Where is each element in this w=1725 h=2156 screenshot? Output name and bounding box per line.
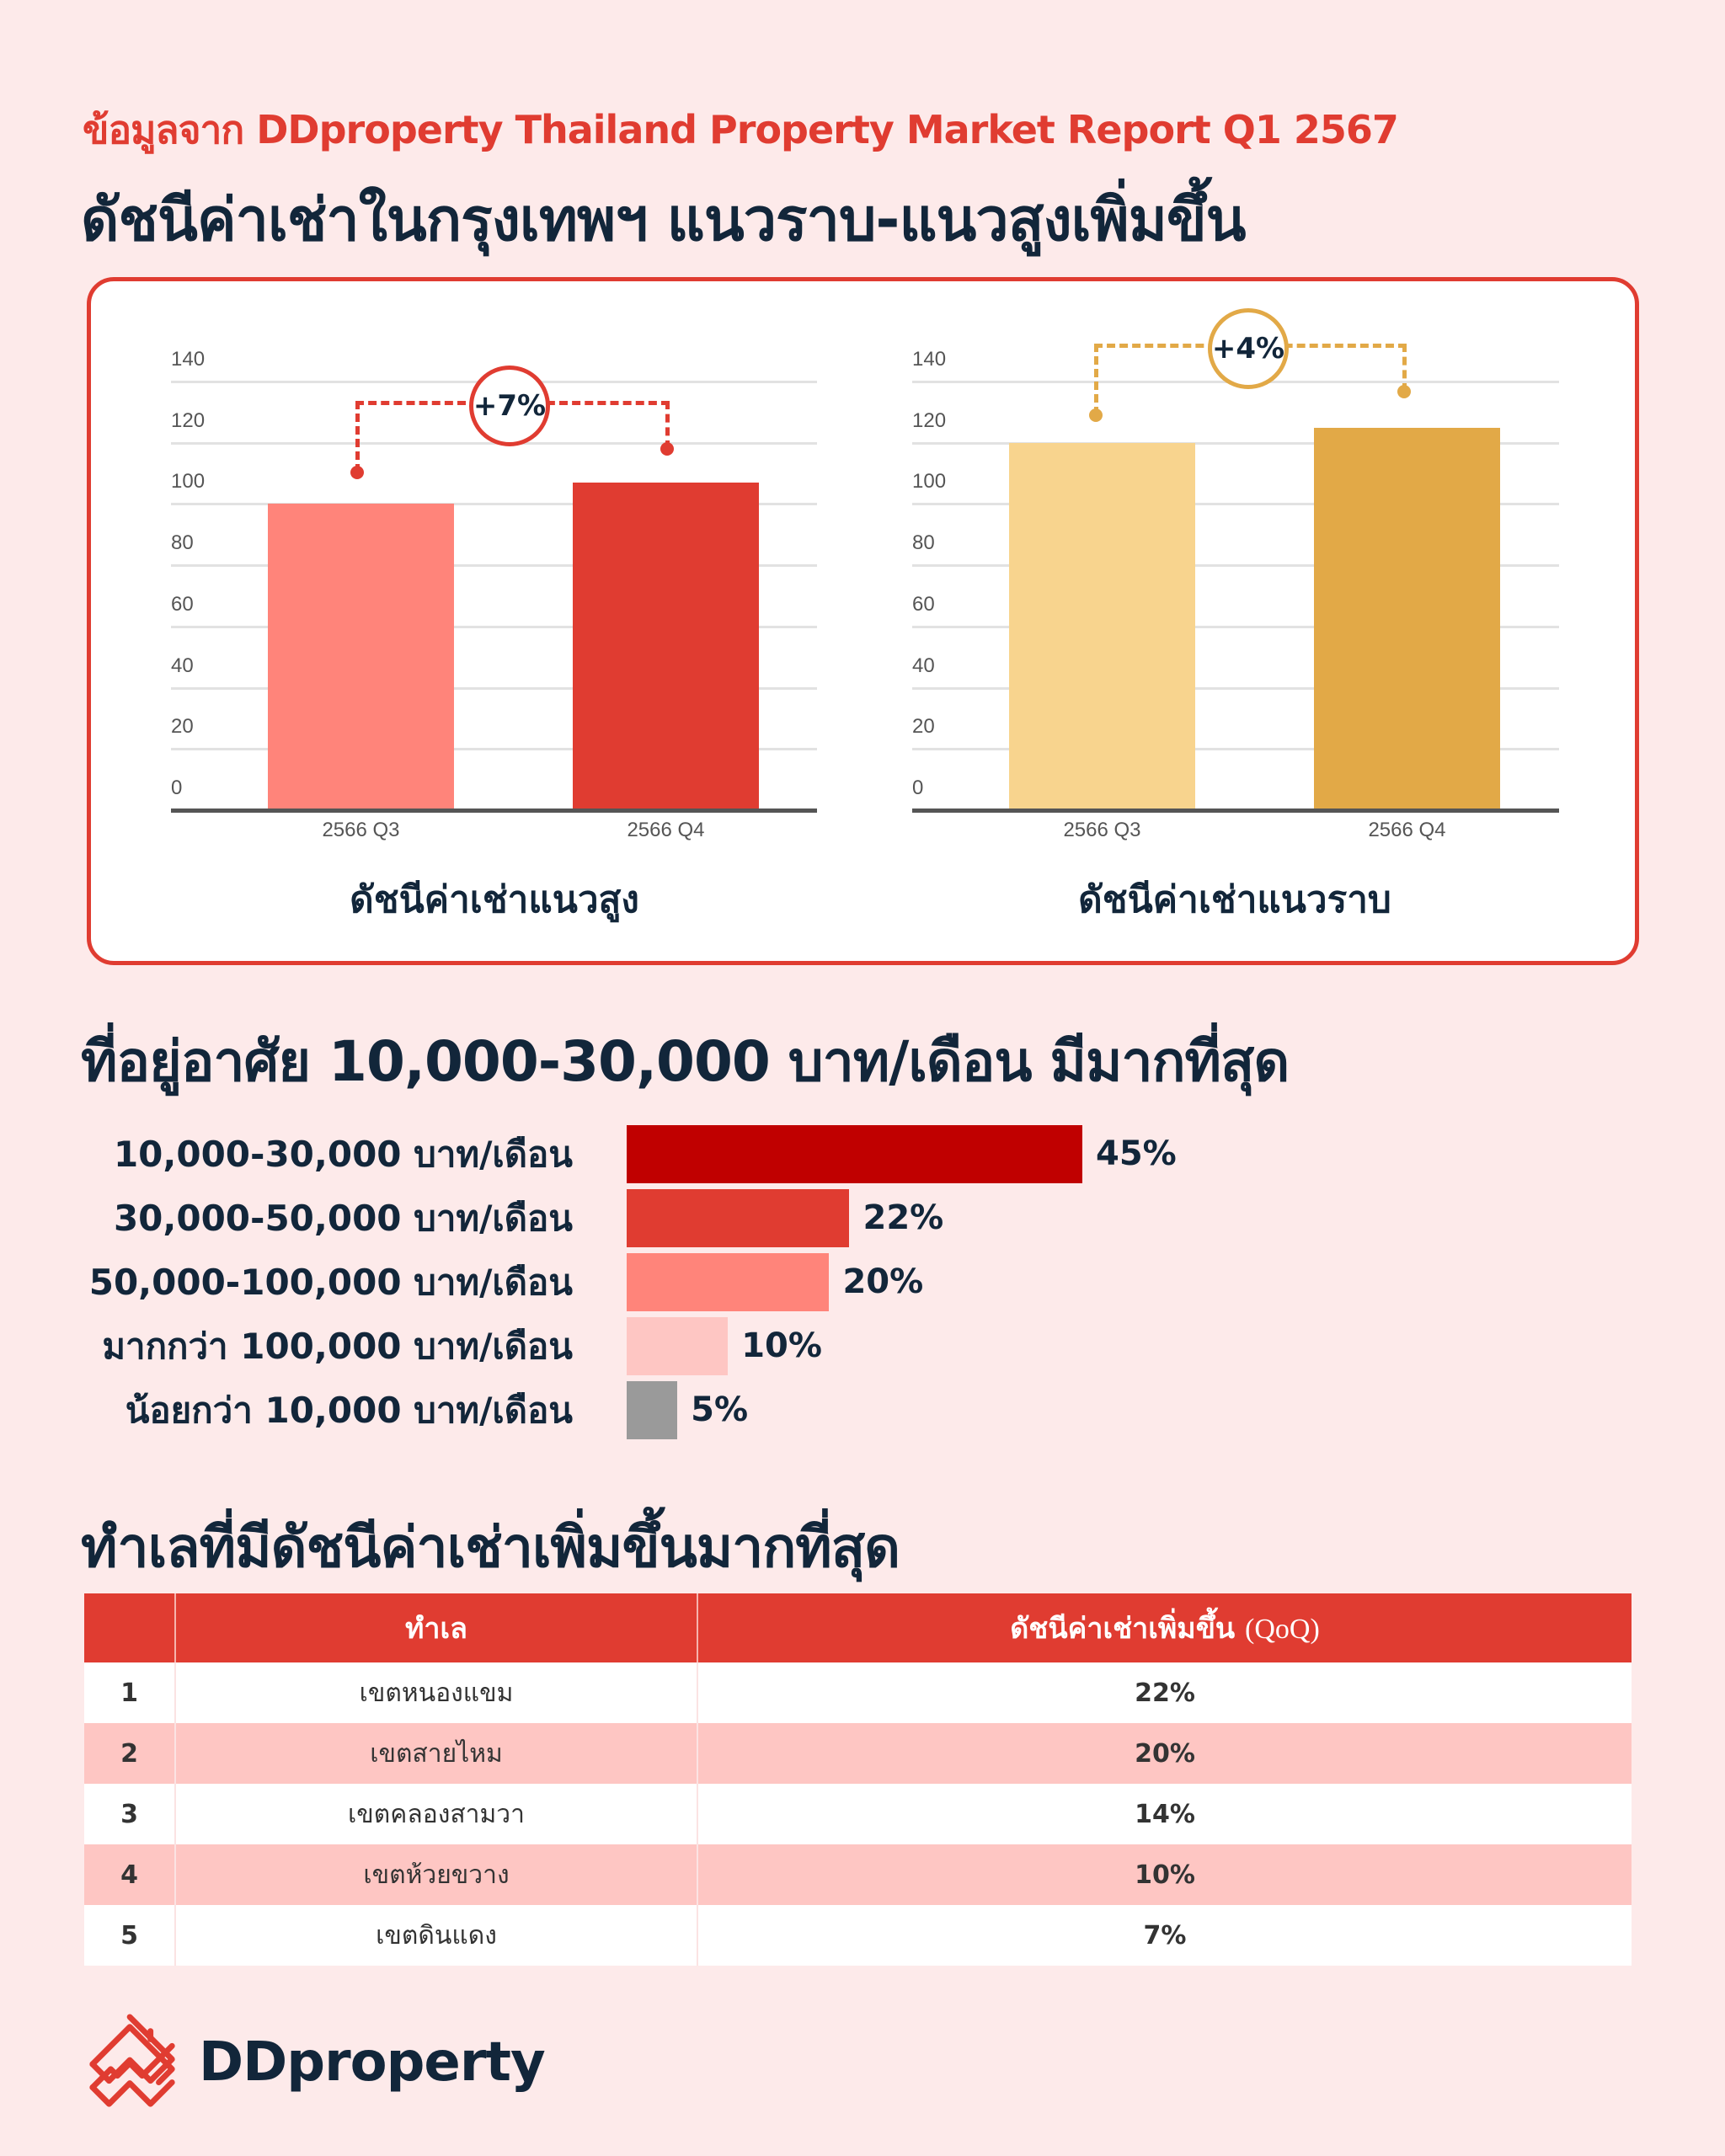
x-axis-line xyxy=(171,808,817,813)
change-badge: +4% xyxy=(1208,308,1289,389)
bracket-dot xyxy=(350,466,364,479)
x-axis-tick: 2566 Q4 xyxy=(627,819,705,841)
change-cell: 22% xyxy=(697,1662,1632,1723)
bar-value: 10% xyxy=(741,1326,822,1365)
y-axis-tick: 80 xyxy=(912,531,935,555)
bar-2566-q4 xyxy=(573,483,759,810)
rank-cell: 1 xyxy=(84,1662,175,1723)
bar-label: 30,000-50,000 บาท/เดือน xyxy=(113,1198,573,1239)
change-badge: +7% xyxy=(469,366,550,446)
x-axis-tick: 2566 Q4 xyxy=(1368,819,1446,841)
bracket-dot xyxy=(660,442,674,456)
bar-value: 20% xyxy=(842,1262,924,1301)
table-row xyxy=(84,1662,1632,1723)
top-areas-title: ทำเลที่มีดัชนีค่าเช่าเพิ่มขึ้นมากที่สุด xyxy=(81,1515,900,1580)
bar xyxy=(627,1253,829,1311)
bar-label: น้อยกว่า 10,000 บาท/เดือน xyxy=(125,1390,573,1431)
y-axis-tick: 100 xyxy=(171,470,206,494)
source-line: ข้อมูลจาก DDproperty Thailand Property Market Report Q1 2567 xyxy=(83,107,1398,152)
y-axis-tick: 120 xyxy=(912,408,947,432)
x-axis-tick: 2566 Q3 xyxy=(322,819,400,841)
bracket-dot xyxy=(1397,385,1411,398)
bar-value: 22% xyxy=(862,1198,944,1237)
table-row xyxy=(84,1784,1632,1844)
top-areas-table xyxy=(84,1593,1632,1966)
bracket-left-leg xyxy=(355,401,360,472)
bar-row xyxy=(0,1125,1725,1183)
bracket-left-leg xyxy=(1094,344,1098,415)
change-cell: 10% xyxy=(697,1844,1632,1905)
area-cell: เขตคลองสามวา xyxy=(175,1784,697,1844)
bar xyxy=(627,1189,849,1247)
table-header-row xyxy=(84,1593,1632,1662)
y-axis-tick: 40 xyxy=(171,654,194,677)
area-column-header: ทำเล xyxy=(175,1593,697,1662)
bar xyxy=(627,1125,1082,1183)
y-axis-tick: 60 xyxy=(171,592,194,616)
qoq-suffix: (QoQ) xyxy=(1245,1614,1320,1645)
bar-row xyxy=(0,1253,1725,1311)
y-axis-tick: 60 xyxy=(912,592,935,616)
bracket-dot xyxy=(1089,408,1103,422)
bar-label: 50,000-100,000 บาท/เดือน xyxy=(88,1262,573,1303)
rank-cell: 2 xyxy=(84,1723,175,1784)
y-axis-tick: 80 xyxy=(171,531,194,555)
bar-value: 45% xyxy=(1096,1134,1177,1173)
page-title: ดัชนีค่าเช่าในกรุงเทพฯ แนวราบ-แนวสูงเพิ่มขึ้น xyxy=(81,185,1246,254)
ddproperty-logo xyxy=(84,2013,545,2112)
bar-value: 5% xyxy=(691,1390,749,1429)
x-axis-tick: 2566 Q3 xyxy=(1063,819,1141,841)
y-axis-tick: 20 xyxy=(912,715,935,739)
condo-chart-caption: ดัชนีค่าเช่าแนวสูง xyxy=(350,878,639,921)
area-cell: เขตห้วยขวาง xyxy=(175,1844,697,1905)
y-axis-tick: 40 xyxy=(912,654,935,677)
rank-cell: 5 xyxy=(84,1905,175,1966)
change-cell: 7% xyxy=(697,1905,1632,1966)
y-axis-tick: 140 xyxy=(171,348,206,371)
rank-column-header xyxy=(84,1593,175,1662)
table-row xyxy=(84,1844,1632,1905)
rank-cell: 4 xyxy=(84,1844,175,1905)
table-row xyxy=(84,1905,1632,1966)
table-row xyxy=(84,1723,1632,1784)
bar xyxy=(627,1381,677,1439)
bar-row xyxy=(0,1381,1725,1439)
area-cell: เขตหนองแขม xyxy=(175,1662,697,1723)
y-axis-tick: 100 xyxy=(912,470,947,494)
logo-wordmark: DDproperty xyxy=(199,2031,545,2094)
x-axis-line xyxy=(912,808,1559,813)
house-logo-icon xyxy=(84,2013,184,2112)
y-axis-tick: 0 xyxy=(171,776,183,799)
y-axis-tick: 20 xyxy=(171,715,194,739)
bar-2566-q3 xyxy=(268,504,454,810)
bar-label: มากกว่า 100,000 บาท/เดือน xyxy=(102,1326,573,1367)
bar-row xyxy=(0,1317,1725,1375)
y-axis-tick: 140 xyxy=(912,348,947,371)
bar-2566-q3 xyxy=(1009,443,1195,810)
rent-range-title: ที่อยู่อาศัย 10,000-30,000 บาท/เดือน มีมากที่สุด xyxy=(81,1029,1290,1094)
area-cell: เขตสายไหม xyxy=(175,1723,697,1784)
bar-row xyxy=(0,1189,1725,1247)
bar-2566-q4 xyxy=(1314,428,1500,810)
y-axis-tick: 0 xyxy=(912,776,924,799)
house-chart-caption: ดัชนีค่าเช่าแนวราบ xyxy=(1078,878,1391,921)
change-cell: 14% xyxy=(697,1784,1632,1844)
bar xyxy=(627,1317,728,1375)
change-cell: 20% xyxy=(697,1723,1632,1784)
change-column-header: ดัชนีค่าเช่าเพิ่มขึ้น (QoQ) xyxy=(697,1593,1632,1662)
area-cell: เขตดินแดง xyxy=(175,1905,697,1966)
rank-cell: 3 xyxy=(84,1784,175,1844)
bar-label: 10,000-30,000 บาท/เดือน xyxy=(113,1134,573,1175)
y-axis-tick: 120 xyxy=(171,408,206,432)
